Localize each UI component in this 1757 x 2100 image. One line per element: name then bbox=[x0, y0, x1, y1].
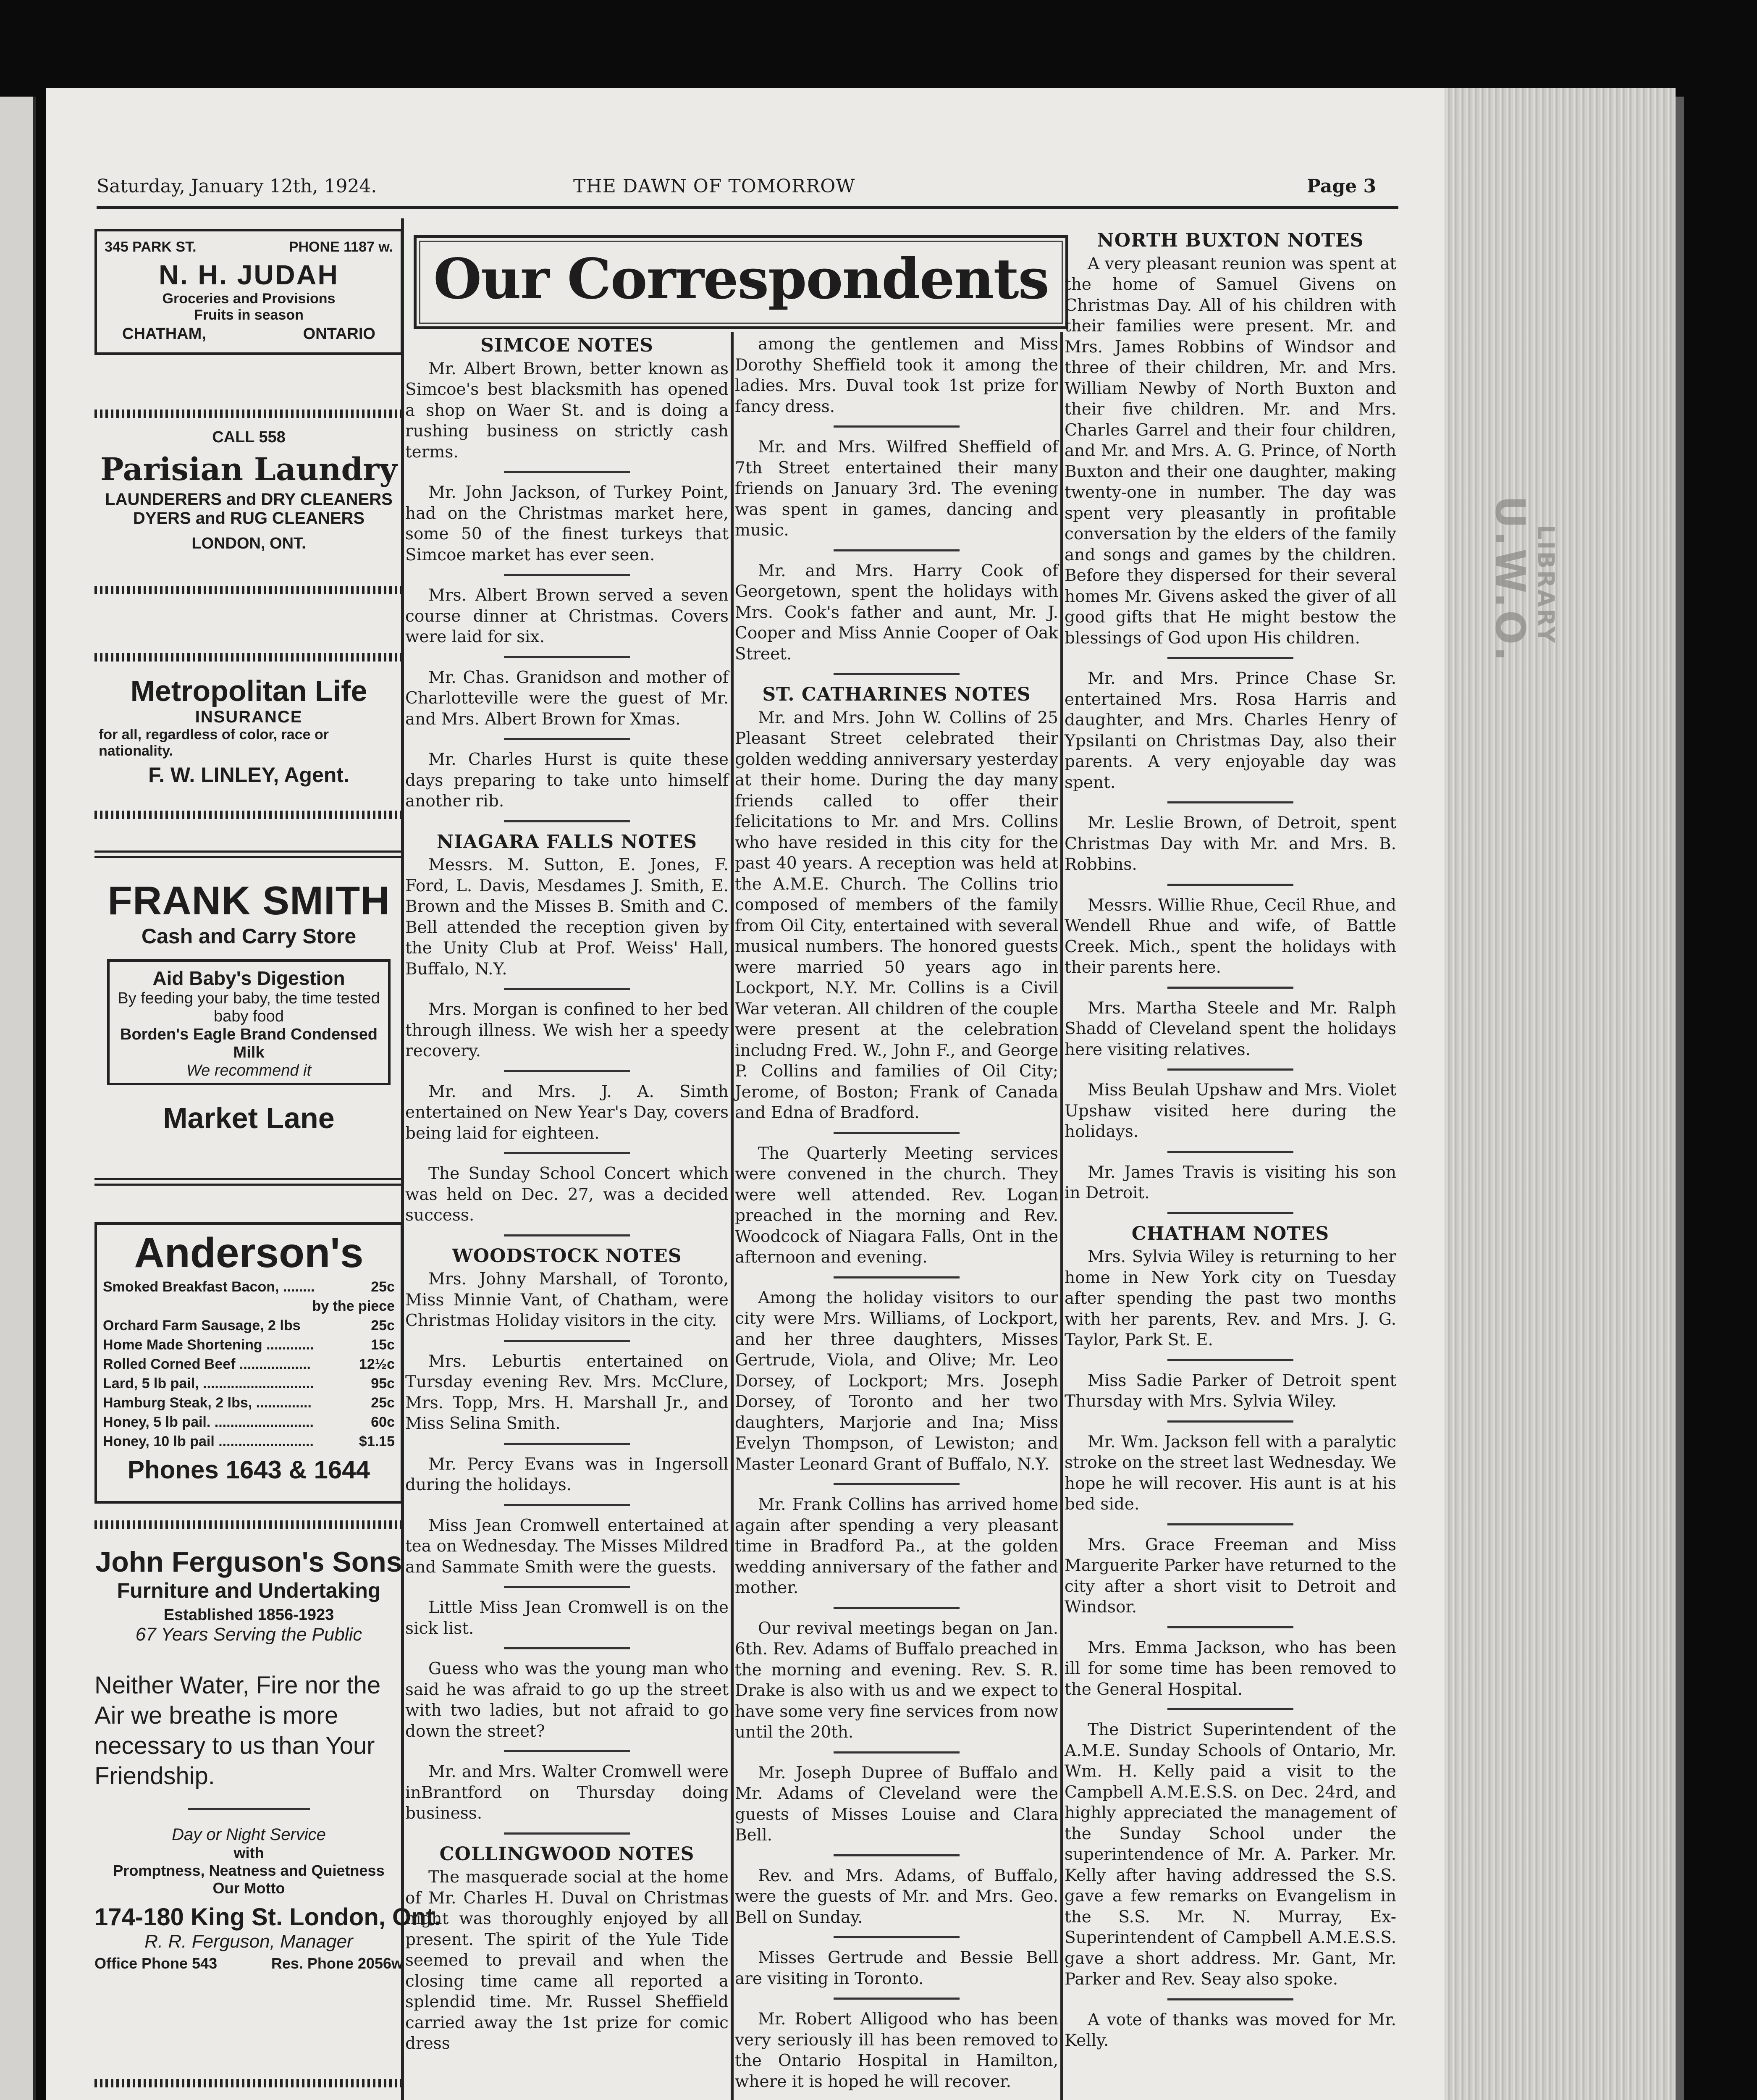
parisian-line-1: LAUNDERERS and DRY CLEANERS bbox=[105, 490, 393, 509]
collingwood-notes-continued bbox=[735, 334, 1058, 664]
news-item: Mr. and Mrs. John W. Collins of 25 Pleasant Street celebrated their golden wedding anniversary yesterday at their home. During the day many friends called to offer their felicitations to Mr. and Mrs. Collins who have resided in this city for the past 40 years. A reception was held at the A.M.E. Church. The Collins trio composed of members of the family from Oil City, entertained with several musical numbers. The honored guests were married 50 years ago in Lockport, N.Y. Mr. Collins is a Civil War veteran. All children of the couple were present at the celebration includng Fred. W., John F., and George P. Collins and families of Oil City; Jerome, of Boston; Frank of Canada and Edna of Bradford. bbox=[735, 708, 1058, 1122]
ferguson-divider bbox=[188, 1808, 310, 1810]
judah-ad bbox=[94, 229, 403, 355]
parisian-laundry-ad bbox=[94, 428, 403, 553]
news-item: Mrs. Leburtis entertained on Tursday evening Rev. Mrs. McClure, Mrs. Topp, Mrs. H. Marshall Jr., and Miss Selina Smith. bbox=[405, 1352, 729, 1433]
news-item: The District Superintendent of the A.M.E. Sunday Schools of Ontario, Mr. Wm. H. Kelly paid a visit to the Campbell A.M.E.S.S. on Dec. 24rd, and highly appreciated the management of the Sunday School under the superintendence of Mr. A. Parker. Mr. Kelly after having addressed the S.S. gave a few remarks on Evangelism in the S.S. Mr. N. Murray, Ex-Superintendent of Campbell A.M.E.S.S. gave a short address. Mr. Gant, Mr. Parker and Rev. Seay also spoke. bbox=[1065, 1720, 1396, 1989]
price-row bbox=[103, 1432, 395, 1451]
item-divider bbox=[1167, 1359, 1293, 1361]
item-divider bbox=[504, 471, 630, 473]
item-divider bbox=[1167, 1151, 1293, 1153]
item-divider bbox=[834, 1751, 960, 1754]
item-divider bbox=[834, 1854, 960, 1856]
item-divider bbox=[504, 1340, 630, 1342]
news-item: Mr. Wm. Jackson fell with a paralytic stroke on the street last Wednesday. We hope he will recover. His aunt is at his bed side. bbox=[1065, 1432, 1396, 1514]
price-value: 60c bbox=[371, 1414, 395, 1430]
judah-phone: PHONE 1187 w. bbox=[288, 239, 393, 255]
price-value: 25c bbox=[371, 1279, 395, 1295]
item-divider bbox=[1167, 987, 1293, 989]
news-item: Miss Beulah Upshaw and Mrs. Violet Upshaw visited here during the holidays. bbox=[1065, 1081, 1396, 1141]
section-divider bbox=[834, 673, 960, 675]
judah-line-1: Groceries and Provisions bbox=[162, 291, 336, 307]
news-item: The Sunday School Concert which was held on Dec. 27, was a decided success. bbox=[405, 1164, 729, 1225]
ferguson-motto: Our Motto bbox=[212, 1880, 285, 1897]
item-divider bbox=[834, 1276, 960, 1278]
price-row bbox=[103, 1412, 395, 1432]
price-value: 25c bbox=[371, 1318, 395, 1334]
north-buxton-heading: NORTH BUXTON NOTES bbox=[1097, 230, 1364, 251]
news-item: Mr. Chas. Granidson and mother of Charlotteville were the guest of Mr. and Mrs. Albert Brown for Xmas. bbox=[405, 668, 729, 729]
ferguson-line-1: Furniture and Undertaking bbox=[117, 1579, 381, 1602]
news-item: The masquerade social at the home of Mr. Charles H. Duval on Christmas night was thoroughly enjoyed by all present. The spirit of the Yule Tide seemed to prevail and when the closing time came all reported a splendid time. Mr. Russel Sheffield carried away the 1st prize for comic dress bbox=[405, 1868, 729, 2053]
ferguson-service-3: Promptness, Neatness and Quietness bbox=[113, 1862, 385, 1879]
news-item: The Quarterly Meeting services were convened in the church. They were well attended. Rev. Logan preached in the morning and Rev. Woodcock of Niagara Falls, Ont in the afternoon and evening. bbox=[735, 1144, 1058, 1267]
news-item: Mrs. Morgan is confined to her bed through illness. We wish her a speedy recovery. bbox=[405, 1000, 729, 1060]
newspaper-title: THE DAWN OF TOMORROW bbox=[573, 176, 855, 197]
price-item: Honey, 5 lb pail. ......................... bbox=[103, 1414, 314, 1430]
item-divider bbox=[504, 1647, 630, 1649]
news-item: Messrs. M. Sutton, E. Jones, F. Ford, L. Davis, Mesdames J. Smith, E. Brown and the Misses B. Smith and C. Bell attended the reception given by the Unity Club at Prof. Weiss' Hall, Buffalo, N.Y. bbox=[405, 856, 729, 979]
news-item: Mr. Percy Evans was in Ingersoll during the holidays. bbox=[405, 1454, 729, 1494]
news-item: Mrs. Sylvia Wiley is returning to her home in New York city on Tuesday after spending the past two months with her parents, Rev. and Mrs. J. G. Taylor, Park St. E. bbox=[1065, 1247, 1396, 1349]
judah-name: N. H. JUDAH bbox=[158, 259, 339, 290]
news-item: Mr. and Mrs. Walter Cromwell were inBrantford on Thursday doing business. bbox=[405, 1762, 729, 1823]
andersons-phones: Phones 1643 & 1644 bbox=[127, 1456, 370, 1484]
ferguson-name: John Ferguson's Sons bbox=[95, 1546, 402, 1578]
column-2 bbox=[735, 334, 1058, 2098]
collingwood-notes bbox=[405, 1867, 729, 2054]
header-rule bbox=[97, 206, 1398, 209]
judah-address: 345 PARK ST. bbox=[105, 239, 197, 255]
book-page-edges bbox=[1445, 88, 1676, 2100]
item-divider bbox=[834, 549, 960, 551]
ferguson-slogan: Neither Water, Fire nor the Air we breathe is more necessary to us than Your Friendship. bbox=[94, 1672, 381, 1790]
ferguson-years: 67 Years Serving the Public bbox=[135, 1624, 362, 1645]
judah-city: CHATHAM, bbox=[122, 325, 206, 343]
parisian-line-2: DYERS and RUG CLEANERS bbox=[133, 509, 365, 528]
news-item: Mr. and Mrs. Harry Cook of Georgetown, spent the holidays with Mrs. Cook's father and aunt, Mr. J. Cooper and Miss Annie Cooper of Oak Street. bbox=[735, 561, 1058, 664]
news-item: Little Miss Jean Cromwell is on the sick list. bbox=[405, 1598, 729, 1638]
stamp-line-1: U.W.O. bbox=[1487, 496, 1534, 664]
price-row bbox=[103, 1374, 395, 1393]
section-divider bbox=[504, 820, 630, 822]
news-item: Mr. and Mrs. Wilfred Sheffield of 7th Street entertained their many friends on January 3rd. The evening was spent in games, dancing and music. bbox=[735, 438, 1058, 540]
issue-date: Saturday, January 12th, 1924. bbox=[97, 176, 377, 197]
news-item: Miss Jean Cromwell entertained at tea on Wednesday. The Misses Mildred and Sammate Smith were the guests. bbox=[405, 1516, 729, 1577]
column-rule-2 bbox=[1060, 332, 1063, 2100]
news-item: Messrs. Willie Rhue, Cecil Rhue, and Wendell Rhue and wife, of Battle Creek. Mich., spent the holidays with their parents here. bbox=[1065, 895, 1396, 977]
north-buxton-notes bbox=[1065, 254, 1396, 1204]
item-divider bbox=[834, 1936, 960, 1938]
price-item: Smoked Breakfast Bacon, ........ bbox=[103, 1279, 315, 1295]
item-divider bbox=[834, 425, 960, 428]
frank-smith-location: Market Lane bbox=[163, 1102, 335, 1134]
price-row bbox=[103, 1335, 395, 1354]
ad-divider bbox=[94, 850, 403, 858]
price-row bbox=[103, 1277, 395, 1297]
ad-divider bbox=[94, 811, 403, 819]
item-divider bbox=[504, 988, 630, 990]
item-divider bbox=[504, 1586, 630, 1588]
andersons-price-list bbox=[103, 1277, 395, 1451]
price-row bbox=[103, 1297, 395, 1316]
item-divider bbox=[834, 1998, 960, 2000]
item-divider bbox=[1167, 884, 1293, 886]
library-stamp bbox=[1487, 496, 1566, 790]
price-row bbox=[103, 1354, 395, 1374]
st-catharines-heading: ST. CATHARINES NOTES bbox=[762, 684, 1031, 705]
news-item: Misses Gertrude and Bessie Bell are visiting in Toronto. bbox=[735, 1948, 1058, 1988]
column-3 bbox=[1065, 227, 1396, 2057]
price-row bbox=[103, 1393, 395, 1412]
news-item: Our revival meetings began on Jan. 6th. Rev. Adams of Buffalo preached in the morning and evening. Rev. S. R. Drake is also with us and we expect to have some very fine services from now until the 20th. bbox=[735, 1619, 1058, 1742]
item-divider bbox=[1167, 1420, 1293, 1423]
frank-smith-tagline: Cash and Carry Store bbox=[141, 924, 357, 948]
ferguson-service-2: with bbox=[233, 1844, 264, 1861]
news-item: Mr. and Mrs. J. A. Simth entertained on New Year's Day, covers being laid for eighteen. bbox=[405, 1082, 729, 1143]
news-item: Rev. and Mrs. Adams, of Buffalo, were the guests of Mr. and Mrs. Geo. Bell on Sunday. bbox=[735, 1866, 1058, 1927]
chatham-notes bbox=[1065, 1247, 1396, 2051]
facing-page-edge bbox=[0, 97, 36, 2100]
ferguson-office-phone: Office Phone 543 bbox=[94, 1955, 218, 1972]
price-item: Honey, 10 lb pail ........................ bbox=[103, 1433, 314, 1449]
item-divider bbox=[504, 1443, 630, 1445]
book-edge-shadow bbox=[1676, 97, 1684, 2100]
frank-smith-name: FRANK SMITH bbox=[108, 878, 390, 923]
page-number: Page 3 bbox=[1307, 176, 1377, 197]
parisian-name: Parisian Laundry bbox=[100, 452, 398, 488]
parisian-city: LONDON, ONT. bbox=[191, 535, 306, 552]
stamp-line-2: LIBRARY bbox=[1533, 525, 1559, 645]
collingwood-heading: COLLINGWOOD NOTES bbox=[439, 1843, 695, 1865]
borden-line-1: By feeding your baby, the time tested baby food bbox=[118, 990, 380, 1025]
ad-divider bbox=[94, 1178, 403, 1186]
news-item: Guess who was the young man who said he was afraid to go up the street with two ladies, but not afraid to go down the street? bbox=[405, 1659, 729, 1741]
price-value: $1.15 bbox=[359, 1433, 395, 1449]
column-1 bbox=[405, 332, 729, 2060]
item-divider bbox=[504, 738, 630, 740]
price-item: Home Made Shortening ............ bbox=[103, 1337, 314, 1353]
price-value: 25c bbox=[371, 1395, 395, 1411]
ferguson-manager: R. R. Ferguson, Manager bbox=[144, 1931, 353, 1952]
item-divider bbox=[1167, 1068, 1293, 1071]
item-divider bbox=[504, 656, 630, 658]
judah-province: ONTARIO bbox=[303, 325, 375, 343]
ferguson-service-1: Day or Night Service bbox=[172, 1825, 326, 1844]
news-item: Mrs. Albert Brown served a seven course dinner at Christmas. Covers were laid for six. bbox=[405, 586, 729, 646]
item-divider bbox=[1167, 1998, 1293, 2000]
metropolitan-name: Metropolitan Life bbox=[130, 675, 367, 707]
ferguson-ad bbox=[94, 1546, 441, 1972]
borden-milk-box bbox=[107, 959, 391, 1085]
simcoe-notes bbox=[405, 359, 729, 812]
item-divider bbox=[1167, 1708, 1293, 1710]
news-item: Mr. Charles Hurst is quite these days preparing to take unto himself another rib. bbox=[405, 750, 729, 811]
price-value: 12½c bbox=[359, 1356, 395, 1372]
item-divider bbox=[504, 574, 630, 576]
news-item: Mrs. Emma Jackson, who has been ill for some time has been removed to the General Hospital. bbox=[1065, 1638, 1396, 1699]
frank-smith-ad bbox=[94, 878, 403, 1135]
section-title: Our Correspondents bbox=[414, 235, 1068, 329]
judah-line-2: Fruits in season bbox=[194, 307, 304, 323]
ferguson-res-phone: Res. Phone 2056w bbox=[271, 1955, 403, 1972]
item-divider bbox=[504, 1504, 630, 1506]
item-divider bbox=[1167, 657, 1293, 659]
andersons-ad bbox=[94, 1222, 403, 1504]
section-divider bbox=[504, 1832, 630, 1835]
woodstock-heading: WOODSTOCK NOTES bbox=[452, 1245, 682, 1267]
ad-divider bbox=[94, 653, 403, 662]
news-item: Mr. John Jackson, of Turkey Point, had on the Christmas market here, some 50 of the finest turkeys that Simcoe market has ever seen. bbox=[405, 483, 729, 564]
chatham-heading: CHATHAM NOTES bbox=[1131, 1223, 1330, 1244]
section-divider bbox=[504, 1234, 630, 1236]
metropolitan-line-1: for all, regardless of color, race or nationality. bbox=[99, 727, 329, 759]
ferguson-address: 174-180 King St. London, Ont. bbox=[94, 1903, 441, 1931]
price-item: Rolled Corned Beef .................. bbox=[103, 1356, 311, 1372]
metropolitan-insurance: INSURANCE bbox=[195, 708, 303, 726]
borden-title: Aid Baby's Digestion bbox=[152, 967, 345, 989]
news-item: among the gentlemen and Miss Dorothy Sheffield took it among the ladies. Mrs. Duval took 1st prize for fancy dress. bbox=[735, 335, 1058, 416]
andersons-name: Anderson's bbox=[134, 1229, 364, 1276]
news-item: Mr. Robert Alligood who has been very seriously ill has been removed to the Ontario Hospital in Hamilton, where it is hoped he will recover. bbox=[735, 2010, 1058, 2091]
news-item: Mrs. Johny Marshall, of Toronto, Miss Minnie Vant, of Chatham, were Christmas Holiday visitors in the city. bbox=[405, 1270, 729, 1330]
item-divider bbox=[504, 1070, 630, 1072]
parisian-call: CALL 558 bbox=[212, 428, 286, 446]
ferguson-established: Established 1856-1923 bbox=[163, 1606, 334, 1624]
ad-divider bbox=[94, 1520, 403, 1529]
news-item: Mrs. Grace Freeman and Miss Marguerite Parker have returned to the city after a short visit to Detroit and Windsor. bbox=[1065, 1535, 1396, 1617]
news-item: A vote of thanks was moved for Mr. Kelly. bbox=[1065, 2010, 1396, 2050]
item-divider bbox=[504, 1152, 630, 1154]
borden-line-3: We recommend it bbox=[186, 1062, 312, 1079]
news-item: Mr. Leslie Brown, of Detroit, spent Christmas Day with Mr. and Mrs. B. Robbins. bbox=[1065, 814, 1396, 874]
ad-divider bbox=[94, 410, 403, 418]
woodstock-notes bbox=[405, 1269, 729, 1824]
news-item: Mr. Joseph Dupree of Buffalo and Mr. Adams of Cleveland were the guests of Misses Louise and Clara Bell. bbox=[735, 1763, 1058, 1845]
news-item: Mrs. Martha Steele and Mr. Ralph Shadd of Cleveland spent the holidays here visiting relatives. bbox=[1065, 998, 1396, 1059]
price-value: 95c bbox=[371, 1376, 395, 1391]
news-item: A very pleasant reunion was spent at the home of Samuel Givens on Christmas Day. All of his children with their families were present. Mr. and Mrs. James Robbins of Windsor and three of their children, Mr. and Mrs. William Newby of North Buxton and their five children. Mr. and Mrs. Charles Garrel and their four children, and Mr. and Mrs. A. G. Prince, of North Buxton and their one daughter, making twenty-one in number. The day was spent very pleasantly in profitable conversation by the elders of the family and songs and games by the children. Before they dispersed for their several homes Mr. Givens asked the giver of all good gifts that He might bestow the blessings of God upon His children. bbox=[1065, 254, 1396, 648]
item-divider bbox=[834, 1132, 960, 1134]
borden-line-2: Borden's Eagle Brand Condensed Milk bbox=[120, 1026, 378, 1061]
section-divider bbox=[1167, 1212, 1293, 1214]
metropolitan-life-ad bbox=[94, 674, 403, 787]
item-divider bbox=[1167, 1626, 1293, 1628]
item-divider bbox=[1167, 801, 1293, 803]
price-row bbox=[103, 1316, 395, 1335]
niagara-notes bbox=[405, 855, 729, 1226]
st-catharines-notes bbox=[735, 708, 1058, 2092]
news-item: Mr. and Mrs. Prince Chase Sr. entertained Mrs. Rosa Harris and daughter, and Mrs. Charles Henry of Ypsilanti on Christmas Day, also their parents. A very enjoyable day was spent. bbox=[1065, 669, 1396, 792]
metropolitan-agent: F. W. LINLEY, Agent. bbox=[148, 763, 349, 787]
news-item: Mr. Albert Brown, better known as Simcoe's best blacksmith has opened a shop on Waer St. and is doing a rushing business on strictly cash terms. bbox=[405, 359, 729, 462]
price-item: Hamburg Steak, 2 lbs, .............. bbox=[103, 1395, 312, 1411]
price-item: Orchard Farm Sausage, 2 lbs bbox=[103, 1318, 301, 1334]
price-item: by the piece bbox=[312, 1298, 395, 1314]
item-divider bbox=[834, 1607, 960, 1609]
ad-divider bbox=[94, 586, 403, 594]
news-item: Mr. James Travis is visiting his son in Detroit. bbox=[1065, 1163, 1396, 1202]
news-item: Miss Sadie Parker of Detroit spent Thursday with Mrs. Sylvia Wiley. bbox=[1065, 1371, 1396, 1411]
news-item: Among the holiday visitors to our city were Mrs. Williams, of Lockport, and her three daughters, Misses Gertrude, Viola, and Olive; Mr. Leo Dorsey, of Lockport; Mrs. Joseph Dorsey, of Toronto and her two daughters, Marjorie and Ina; Miss Evelyn Thompson, of Lewiston; and Master Leonard Grant of Buffalo, N.Y. bbox=[735, 1288, 1058, 1474]
column-rule-1 bbox=[731, 332, 734, 2100]
item-divider bbox=[504, 1750, 630, 1752]
item-divider bbox=[834, 1483, 960, 1485]
price-value: 15c bbox=[371, 1337, 395, 1353]
niagara-heading: NIAGARA FALLS NOTES bbox=[436, 831, 698, 853]
ad-divider bbox=[94, 2079, 403, 2087]
simcoe-heading: SIMCOE NOTES bbox=[480, 335, 653, 356]
item-divider bbox=[1167, 1523, 1293, 1525]
news-item: Mr. Frank Collins has arrived home again after spending a very pleasant time in Bradford Pa., at the golden wedding anniversary of the father and mother. bbox=[735, 1495, 1058, 1597]
price-item: Lard, 5 lb pail, ............................ bbox=[103, 1376, 314, 1391]
